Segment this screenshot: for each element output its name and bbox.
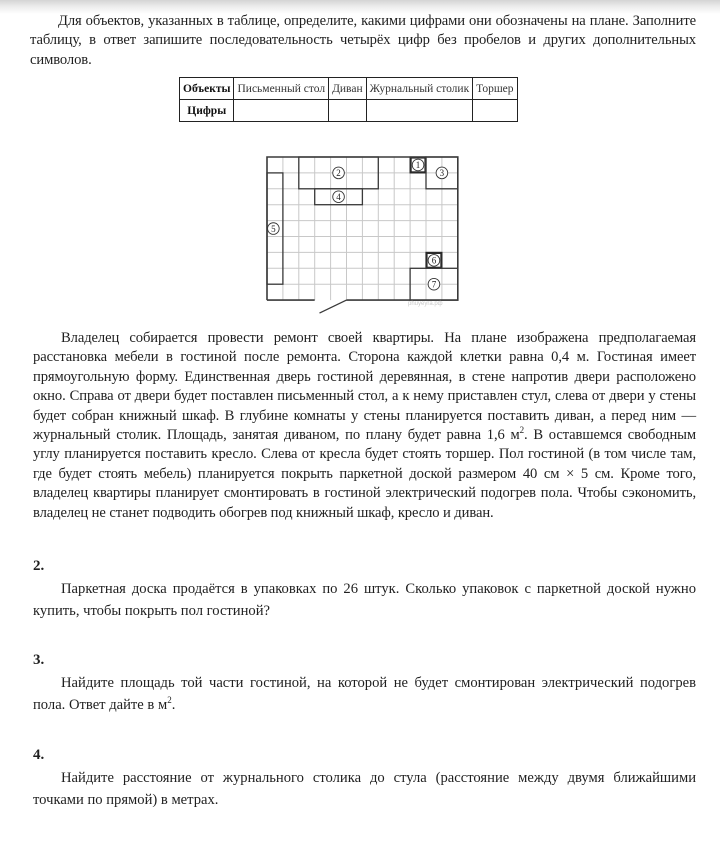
question-3-number: 3.: [33, 652, 45, 668]
column-header-coffee-table: Журнальный столик: [366, 78, 473, 100]
question-2-text: [33, 578, 696, 622]
column-header-desk: Письменный стол: [234, 78, 329, 100]
problem-text-part1: Владелец собирается провести ремонт своей квартиры. На плане изображена предполагаемая расстановка мебели в гостиной после ремонта. Сторона каждой клетки равна 0,4 м. Гостиная имеет прямоугольную форму. Единственная дверь гостиной деревянная, в стене напротив двери расположено окно. Справа от двери будет поставлен письменный стол, а к нему приставлен стул, слева от двери у стены будет собран книжный шкаф. В глубине комнаты у стены планируется поставить диван, а перед ним — журнальный столик. Площадь, занятая диваном, по плану будет равна 1,6 м: [33, 330, 696, 444]
column-header-sofa: Диван: [329, 78, 367, 100]
svg-text:7: 7: [431, 279, 437, 290]
svg-text:2: 2: [336, 168, 341, 179]
watermark: phuyeyra.pф: [408, 301, 443, 307]
question-3-body: Найдите площадь той части гостиной, на которой не будет смонтирован электрический подогрев пола. Ответ дайте в м: [33, 675, 696, 713]
digit-cell-floor-lamp[interactable]: [473, 100, 517, 122]
svg-text:1: 1: [415, 160, 421, 171]
door-swing-icon: [320, 300, 347, 313]
intro-instructions: Для объектов, указанных в таблице, определите, какими цифрами они обозначены на плане. Заполните таблицу, в ответ запишите последовательность четырёх цифр без пробелов и других дополнительных символов.: [30, 13, 696, 68]
furniture-6: [427, 253, 442, 268]
answer-table-digits-row: [180, 100, 518, 122]
objects-header-cell: Объекты: [180, 78, 234, 100]
question-3-text: [33, 672, 696, 716]
digit-cell-sofa[interactable]: [329, 100, 367, 122]
digit-cell-coffee-table[interactable]: [366, 100, 473, 122]
answer-table: [179, 77, 518, 122]
superscript: 2: [519, 425, 525, 436]
problem-statement: [33, 329, 696, 523]
furniture-4: [315, 189, 363, 205]
column-header-floor-lamp: Торшер: [473, 78, 517, 100]
floor-plan: [260, 150, 470, 320]
furniture-5: [267, 173, 283, 284]
answer-table-header-row: [180, 78, 518, 100]
furniture-1: [411, 158, 426, 173]
question-4-text: [33, 767, 696, 811]
digit-cell-desk[interactable]: [234, 100, 329, 122]
superscript: 2: [167, 695, 172, 706]
svg-text:5: 5: [271, 223, 276, 234]
question-2-body: Паркетная доска продаётся в упаковках по 26 штук. Сколько упаковок с паркетной доской нужно купить, чтобы покрыть пол гостиной?: [33, 581, 696, 619]
svg-text:4: 4: [336, 191, 341, 202]
question-3-tail: .: [171, 697, 176, 713]
problem-text-part2: . В оставшемся свободным углу планируется поставить кресло. Слева от кресла будет стоять торшер. Пол гостиной (в том числе там, где будет стоять мебель) планируется покрыть паркетной доской размером 40 см × 5 см. Кроме того, владелец квартиры планирует смонтировать в гостиной электрический подогрев пола. Чтобы сэкономить, владелец не станет подводить обогрев под книжный шкаф, кресло и диван.: [33, 427, 696, 521]
floor-plan-grid: [267, 157, 458, 300]
question-2-number: 2.: [33, 558, 45, 574]
svg-text:3: 3: [439, 168, 445, 179]
digits-header-cell: Цифры: [180, 100, 234, 122]
question-4-number: 4.: [33, 747, 45, 763]
svg-text:6: 6: [431, 255, 437, 266]
question-4-body: Найдите расстояние от журнального столика до стула (расстояние между двумя ближайшими точками по прямой) в метрах.: [33, 770, 696, 808]
